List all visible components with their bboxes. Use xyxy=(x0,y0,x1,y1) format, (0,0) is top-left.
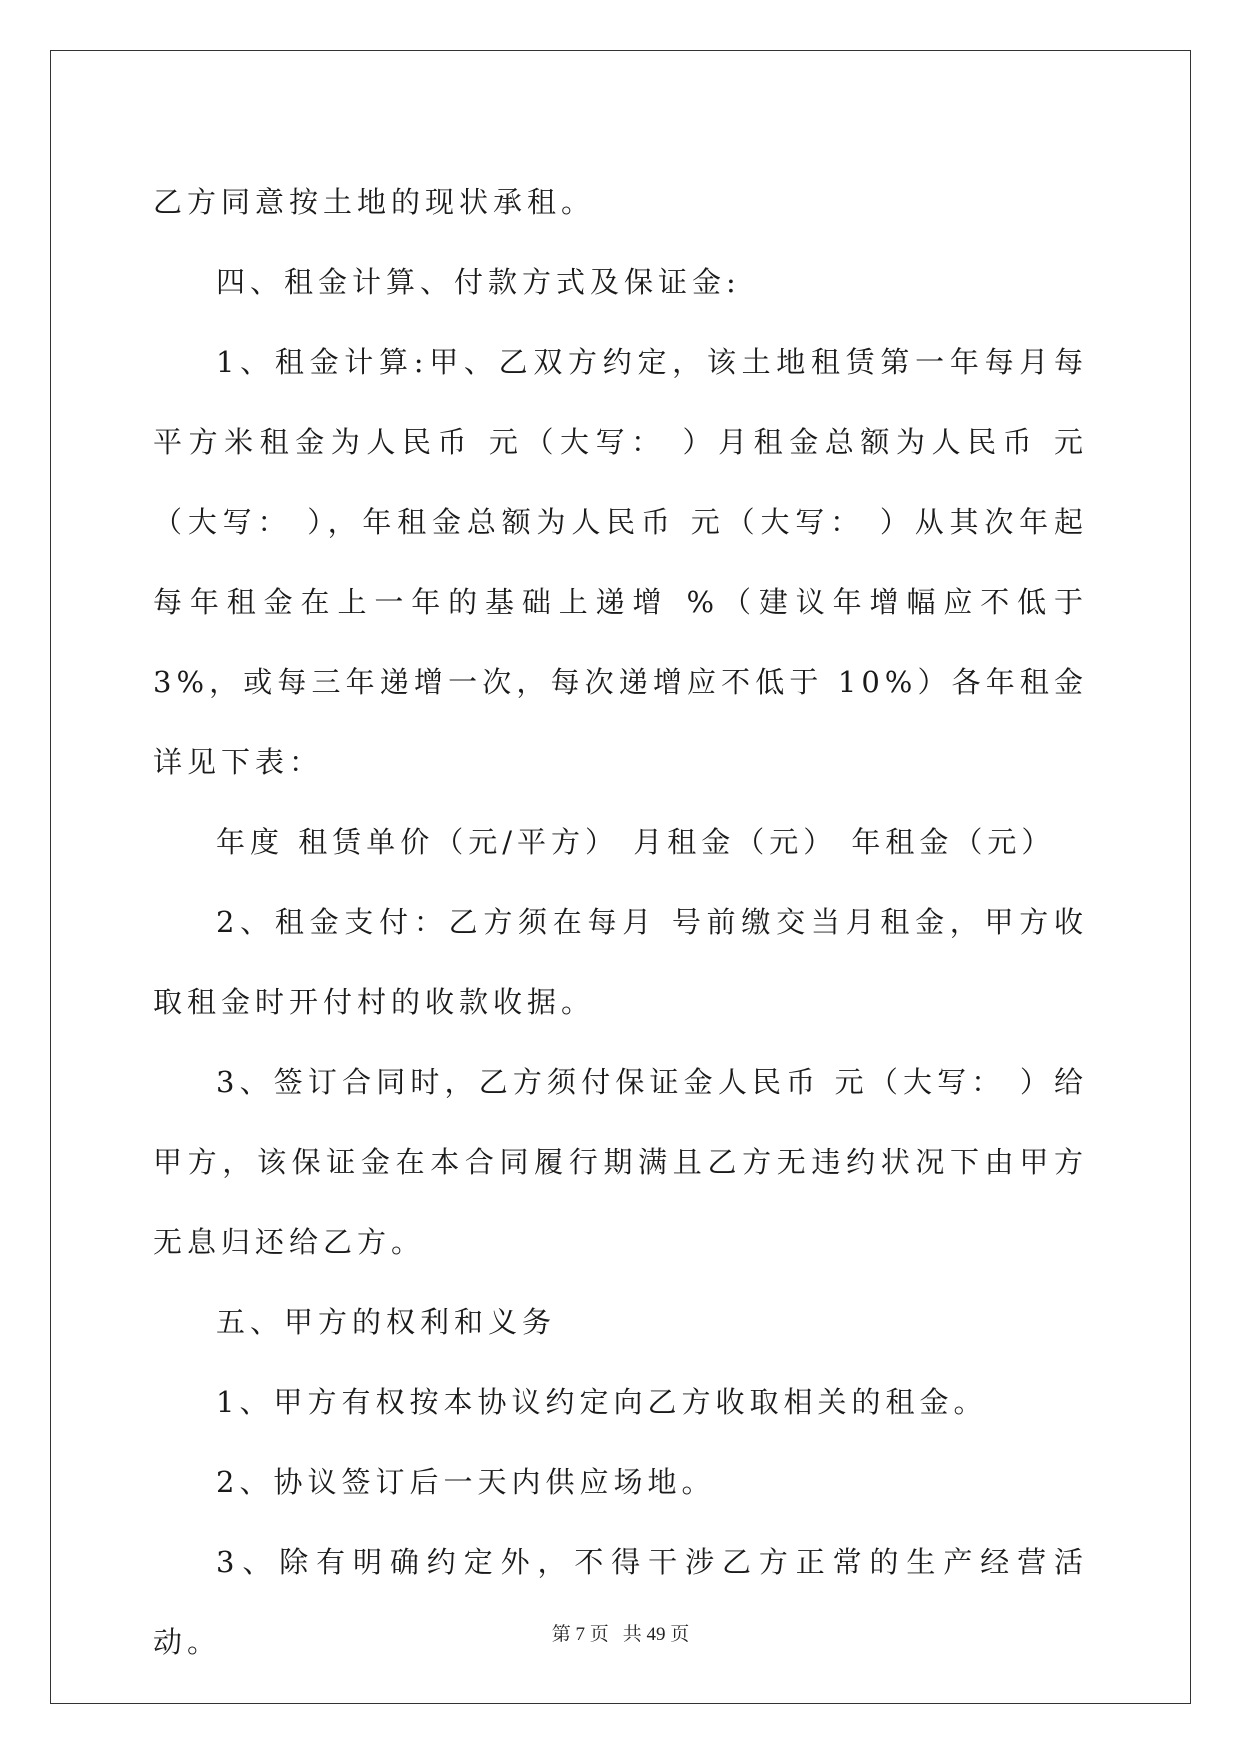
page-footer xyxy=(0,1619,1241,1646)
paragraph-right-2: 2、协议签订后一天内供应场地。 xyxy=(216,1465,716,1499)
section-heading-party-a-rights: 五、甲方的权利和义务 xyxy=(216,1305,557,1339)
section-heading-rent-payment: 四、租金计算、付款方式及保证金: xyxy=(216,265,741,299)
paragraph-right-1: 1、甲方有权按本协议约定向乙方收取相关的租金。 xyxy=(216,1385,988,1419)
paragraph-1: 乙方同意按土地的现状承租。 xyxy=(153,185,596,219)
rent-table-header: 年度 租赁单价（元/平方） 月租金（元） 年租金（元） xyxy=(216,825,1056,859)
paragraph-right-3: 3、除有明确约定外，不得干涉乙方正常的生产经营活动。 xyxy=(153,1545,1088,1659)
paragraph-rent-calculation: 1、租金计算:甲、乙双方约定，该土地租赁第一年每月每平方米租金为人民币 元（大写： ）月租金总额为人民币 元（大写： ），年租金总额为人民币 元（大写： ）从其次年起每年租金在上一年的基础上递增 %（建议年增幅应不低于 3%，或每三年递增一次，每次递增应不低于 10%）各年租金详见下表： xyxy=(153,345,1088,779)
paragraph-deposit: 3、签订合同时，乙方须付保证金人民币 元（大写： ）给甲方，该保证金在本合同履行期满且乙方无违约状况下由甲方无息归还给乙方。 xyxy=(153,1065,1088,1259)
page-number-total: 共 49 页 xyxy=(622,1624,690,1645)
document-body xyxy=(153,162,1088,1682)
page-number-current: 第 7 页 xyxy=(551,1624,609,1645)
paragraph-rent-payment: 2、租金支付：乙方须在每月 号前缴交当月租金，甲方收取租金时开付村的收款收据。 xyxy=(153,905,1088,1019)
